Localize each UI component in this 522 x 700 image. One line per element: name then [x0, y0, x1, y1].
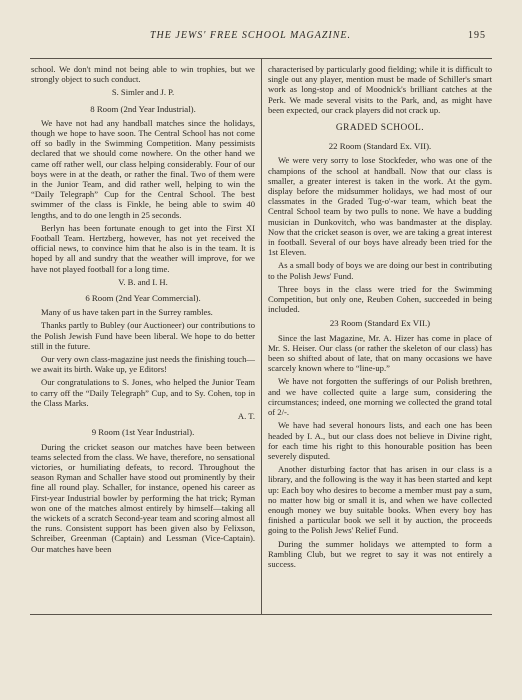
paragraph: Berlyn has been fortunate enough to get into the First XI Football Team. Hertzberg, however, has not yet received the official news, to convince him that he also is in the team. It is hoped by all and sundry that the weather will improve, for we have not played football for a long time. [31, 222, 255, 274]
signature: A. T. [237, 411, 255, 422]
paragraph: Since the last Magazine, Mr. A. Hizer has come in place of Mr. S. Heiser. Our class (or rather the skeleton of our class) has been so shifted about of late, that on many occasions we have scarcely known where to “line-up.” [268, 332, 492, 374]
paragraph: Our very own class-magazine just needs the finishing touch—we await its birth. Wake up, ye Editors! [31, 354, 255, 375]
class-heading: 8 Room (2nd Year Industrial). [90, 103, 196, 114]
paragraph: Another disturbing factor that has arisen in our class is a library, and the following is the way it has been started and kept up: Each boy who desires to become a member must pay a sum, no matter how big or small it is, and when we have collected enough money we buy suitable books. When every boy has finished a particular book we sell it by auction, the proceeds going to the Polish Jews' Relief Fund. [268, 464, 492, 536]
paragraph: Thanks partly to Bubley (our Auctioneer) our contributions to the Polish Jewish Fund have been liberal. We hope to do better still in the future. [31, 320, 255, 351]
signature: S. Simler and J. P. [111, 87, 175, 98]
paragraph: We were very sorry to lose Stockfeder, who was one of the champions of the school at handball. Now that our class is smaller, a greater interest is taken in the work. At the gym. display before the midsummer holidays, we had most of our classmates in the Graded Tug-o'-war team, which beat the Central School team by two pulls to none. We have a budding musician in Dunkovitch, who was bandmaster at the display. Now that the cricket season is over, we are taking a great interest in football. Several of our boys have already been tried for the 1st Eleven. [268, 155, 492, 258]
paragraph: During the cricket season our matches have been between teams selected from the class. We have, therefore, no sensational victories, or humiliating defeats, to record. Throughout the season Ryman and Schaller have stood out prominently by their fine all round play. Schaller, for instance, opened his career as First-year Industrial bowler by performing the hat trick; Ryman won one of the matches almost entirely by himself—taking all the wickets of a scratch Second-year team and scoring almost all the runs. Consistent support has been given also by Felixson, Schreiber, Greenman (Captain) and Lessman (Vice-Captain). Our matches have been [31, 441, 255, 554]
class-heading: 23 Room (Standard Ex VII.) [329, 318, 431, 329]
class-heading: 6 Room (2nd Year Commercial). [85, 293, 201, 304]
paragraph: We have not had any handball matches since the holidays, though we hope to have soon. The Central School has not come off so badly in the Swimming Competition. Many pessimists declared that we should come nowhere. On the other hand we came off rather well, our class helping considerably. Four of our boys were in at the death, or rather the final. Two of them were in the Junior Team, and did rather well, helping to win the “Daily Telegraph” Cup for the Central School. The best swimmer of the class is Finkle, he being able to swim 40 lengths, and to do one length in 25 seconds. [31, 117, 255, 220]
column-divider [261, 58, 262, 614]
right-column [268, 64, 492, 572]
paragraph: We have had several honours lists, and each one has been headed by I. A., but our class does not believe in Divine right, for each time his right to this honourable position has been severely disputed. [268, 420, 492, 461]
running-title: THE JEWS' FREE SCHOOL MAGAZINE. [150, 30, 351, 41]
footer-rule [30, 614, 492, 615]
class-heading: 22 Room (Standard Ex. VII). [328, 141, 432, 152]
paragraph: Many of us have taken part in the Surrey rambles. [41, 307, 213, 318]
signature: V. B. and I. H. [118, 276, 168, 287]
paragraph: Three boys in the class were tried for the Swimming Competition, but only one, Reuben Cohen, succeeded in being included. [268, 283, 492, 315]
paragraph: As a small body of boys we are doing our best in contributing to the Polish Jews' Fund. [268, 260, 492, 281]
section-heading: GRADED SCHOOL. [335, 123, 425, 134]
left-column [31, 64, 255, 557]
paragraph: school. We don't mind not being able to win trophies, but we strongly object to such conduct. [31, 64, 255, 85]
class-heading: 9 Room (1st Year Industrial). [91, 427, 195, 438]
paragraph: We have not forgotten the sufferings of our Polish brethren, and we have collected quite a large sum, considering the circumstances; indeed, one morning we collected the grand total of 2/-. [268, 376, 492, 418]
paragraph: characterised by particularly good fielding; while it is difficult to single out any player, mention must be made of Schiller's smart work as long-stop and of Moodnick's brilliant catches at the Perk. We made several visits to the Park, and, as might have been expected, our crack players did not crack up. [268, 64, 492, 115]
page-header [30, 30, 492, 46]
page-number: 195 [468, 30, 486, 41]
paragraph: During the summer holidays we attempted to form a Rambling Club, but we regret to say it was not entirely a success. [268, 538, 492, 569]
paragraph: Our congratulations to S. Jones, who helped the Junior Team to carry off the “Daily Telegraph” Cup, and to Sy. Cohen, top in the Class Marks. [31, 377, 255, 408]
